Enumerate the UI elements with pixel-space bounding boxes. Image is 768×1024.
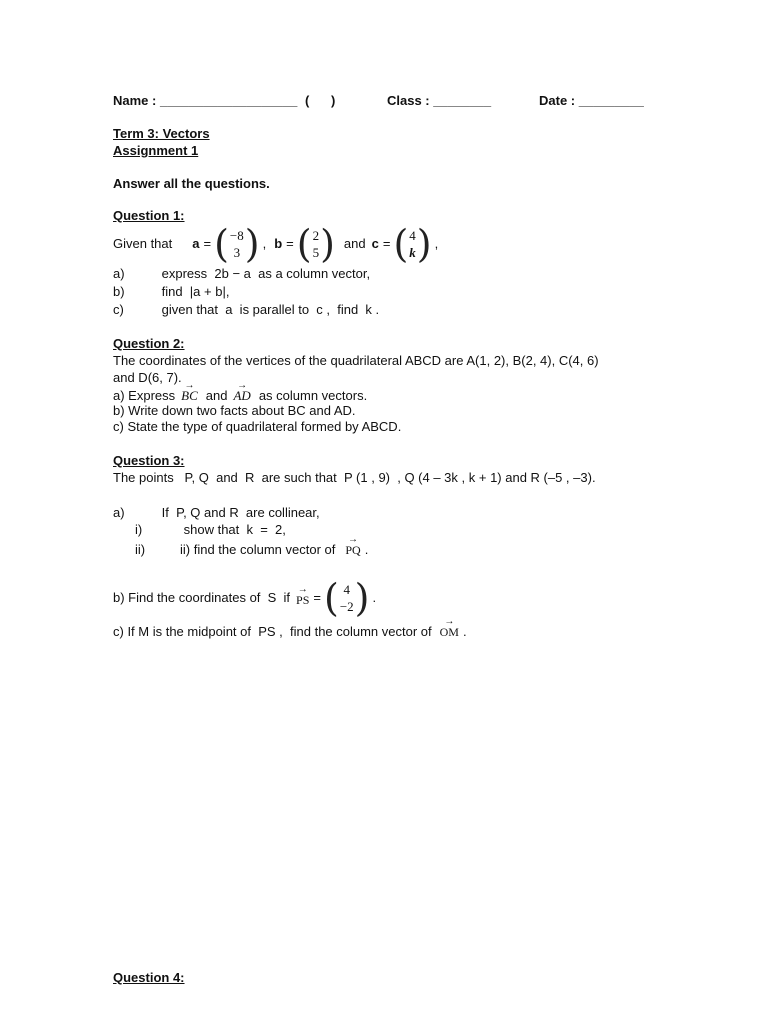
vector-a-top: −8 — [229, 228, 244, 243]
q1-c-label: c — [371, 236, 379, 251]
q2-part-b: b) Write down two facts about BC and AD. — [113, 403, 356, 418]
equals-sign: = — [203, 236, 212, 251]
vector-a — [214, 222, 260, 266]
vector-ad — [233, 380, 251, 404]
assignment-title: Assignment 1 — [113, 143, 199, 158]
vector-ps — [296, 584, 310, 608]
name-blank: ___________________ — [159, 93, 298, 108]
left-paren: ( — [296, 222, 312, 266]
vector-c-cells — [408, 227, 417, 261]
period: . — [462, 624, 467, 639]
vector-ps-cells — [339, 581, 355, 615]
q3-sub-i — [135, 522, 286, 538]
equals-sign: = — [313, 590, 321, 605]
q1-given-text: Given that — [113, 236, 173, 251]
vector-ad-label: AD — [233, 388, 251, 403]
comma: , — [434, 236, 439, 251]
q1-part-c-label: c) — [113, 302, 124, 317]
vector-pq-label: PQ — [345, 543, 361, 557]
header-row — [113, 93, 335, 109]
q1-a-label: a — [192, 236, 200, 251]
q3-part-c — [113, 618, 467, 640]
q2-and: and — [205, 388, 228, 403]
vector-ps-bottom: −2 — [339, 599, 354, 614]
vector-c — [393, 222, 432, 266]
q3-part-a-text: If P, Q and R are collinear, — [161, 505, 320, 520]
q1-part-b — [113, 284, 229, 300]
q2-part-c: c) State the type of quadrilateral formed by ABCD. — [113, 419, 402, 434]
name-label: Name : — [113, 93, 157, 108]
vector-b-cells — [312, 227, 321, 261]
vector-b-top: 2 — [312, 228, 320, 243]
q3-part-b-text: b) Find the coordinates of S if — [113, 590, 291, 605]
q3-part-c-text: c) If M is the midpoint of PS , find the column vector of — [113, 624, 432, 639]
vector-bc-label: BC — [181, 388, 198, 403]
q2-line2: and D(6, 7). — [113, 370, 182, 385]
vector-om-label: OM — [439, 625, 459, 639]
arrow-icon: → — [184, 380, 195, 391]
q2-title: Question 2: — [113, 336, 185, 351]
q3-sub-ii — [135, 534, 369, 558]
q3-title: Question 3: — [113, 453, 185, 468]
q1-part-b-text: find |a + b|, — [161, 284, 230, 299]
vector-bc — [181, 380, 198, 404]
left-paren: ( — [214, 222, 229, 266]
q3-intro: The points P, Q and R are such that P (1 , 9) , Q (4 – 3k , k + 1) and R (–5 , –3). — [113, 470, 596, 485]
q3-sub-i-label: i) — [135, 522, 143, 537]
vector-b — [296, 222, 335, 266]
vector-ps-column — [324, 576, 370, 620]
left-paren: ( — [324, 576, 339, 620]
arrow-icon: → — [444, 616, 455, 627]
q3-part-a-label: a) — [113, 505, 125, 520]
q1-b-label: b — [274, 236, 283, 251]
vector-a-bottom: 3 — [233, 245, 241, 260]
arrow-icon: → — [297, 584, 308, 595]
q2-part-a — [113, 380, 368, 404]
vector-a-cells — [229, 227, 245, 261]
comma: , — [262, 236, 267, 251]
class-blank: ________ — [433, 93, 492, 108]
q2-part-a-pre: a) Express — [113, 388, 176, 403]
vector-om — [439, 616, 459, 640]
date-label: Date : — [539, 93, 576, 108]
q2-part-a-post: as column vectors. — [258, 388, 368, 403]
vector-b-bottom: 5 — [312, 245, 320, 260]
q1-part-a-label: a) — [113, 266, 125, 281]
q1-part-c — [113, 302, 379, 318]
q1-part-b-label: b) — [113, 284, 125, 299]
term-title: Term 3: Vectors — [113, 126, 210, 141]
q1-part-a — [113, 266, 370, 282]
q3-part-a — [113, 505, 320, 521]
date-blank: _________ — [578, 93, 644, 108]
q1-part-c-text: given that a is parallel to c , find k . — [161, 302, 380, 317]
q3-sub-ii-label: ii) — [135, 542, 146, 557]
right-paren: ) — [416, 222, 432, 266]
right-paren: ) — [320, 222, 335, 266]
vector-c-bottom: k — [409, 245, 416, 260]
vector-ps-label: PS — [296, 593, 310, 607]
q1-part-a-text: express 2b − a as a column vector, — [161, 266, 371, 281]
right-paren: ) — [354, 576, 370, 620]
q1-given-row — [113, 222, 438, 266]
q3-part-b — [113, 576, 376, 620]
index-paren: ( ) — [304, 93, 336, 108]
q1-and: and — [343, 236, 366, 251]
date-field — [539, 93, 644, 109]
q3-sub-i-text: show that k = 2, — [183, 522, 286, 537]
class-label: Class : — [387, 93, 430, 108]
instruction: Answer all the questions. — [113, 176, 270, 191]
q3-sub-ii-text: ii) find the column vector of — [180, 542, 336, 557]
q1-title: Question 1: — [113, 208, 185, 223]
class-field — [387, 93, 491, 109]
left-paren: ( — [393, 222, 409, 266]
arrow-icon: → — [348, 534, 359, 545]
period: . — [372, 590, 377, 605]
equals-sign: = — [382, 236, 391, 251]
vector-pq — [345, 534, 361, 558]
equals-sign: = — [286, 236, 294, 251]
q4-title: Question 4: — [113, 970, 185, 985]
right-paren: ) — [244, 222, 260, 266]
period: . — [364, 542, 369, 557]
arrow-icon: → — [237, 380, 248, 391]
q2-line1: The coordinates of the vertices of the quadrilateral ABCD are A(1, 2), B(2, 4), C(4, 6) — [113, 353, 599, 368]
vector-ps-top: 4 — [343, 582, 350, 597]
vector-c-top: 4 — [409, 228, 416, 243]
